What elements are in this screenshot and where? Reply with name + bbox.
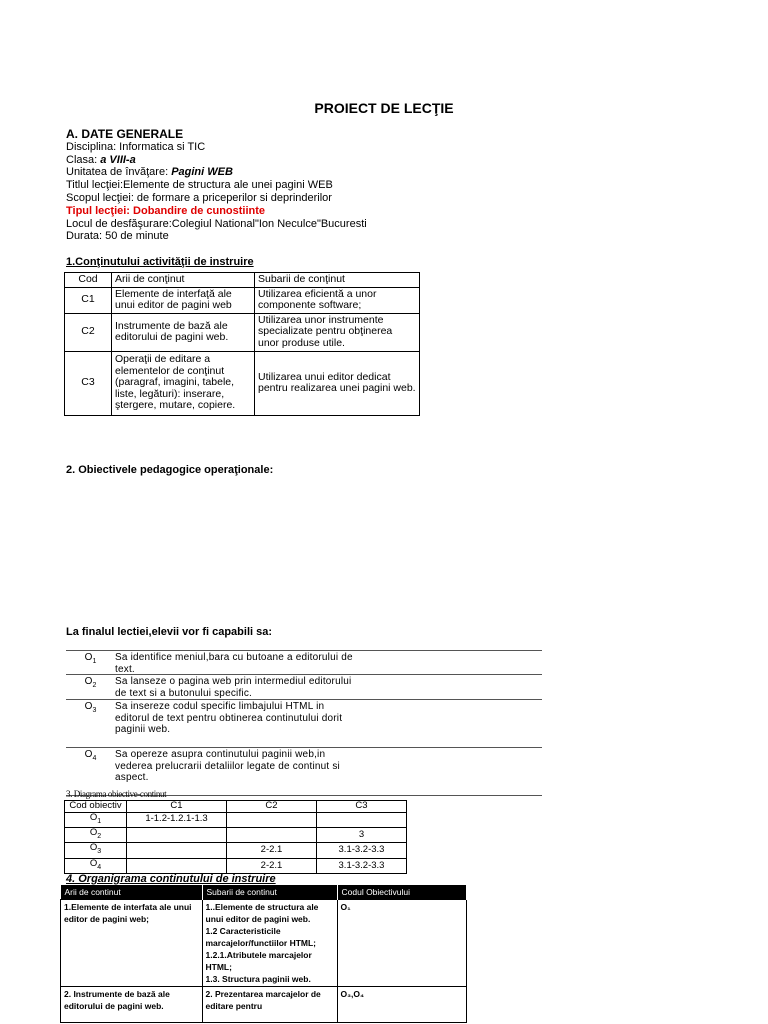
table-header: Cod [65, 273, 112, 288]
table-cell: Operaţii de editare a elementelor de conţinut (paragraf, imagini, tabele, liste, legături): inserare, ştergere, mutare, copiere. [112, 351, 255, 415]
table-header: Arii de conţinut [112, 273, 255, 288]
table-cell: 1..Elemente de structura ale unui editor de pagini web. 1.2 Caracteristicile marcajelor/functiilor HTML; 1.2.1.Atributele marcajelor HTML; 1.3. Structura paginii web. [202, 900, 337, 987]
section2-title: 2. Obiectivele pedagogice operaţionale: [66, 464, 274, 476]
table-cell: 2. Instrumente de bază ale editorului de pagini web. [61, 987, 203, 1023]
list-item [66, 699, 542, 747]
table-cell [127, 843, 227, 858]
table-cell: 2. Prezentarea marcajelor de editare pentru [202, 987, 337, 1023]
locul: Locul de desfăşurare:Colegiul National"Ion Neculce"Bucuresti [66, 217, 367, 230]
table-cell: 1.Elemente de interfata ale unui editor de pagini web; [61, 900, 203, 987]
table-cell: 2-2.1 [227, 843, 317, 858]
table-cell: Utilizarea unui editor dedicat pentru realizarea unei pagini web. [255, 351, 420, 415]
table-cell [127, 827, 227, 842]
table-cell: 1-1.2-1.2.1-1.3 [127, 812, 227, 827]
diagram-title: 3. Diagrama obiective-continut [66, 789, 167, 799]
table-header: Codul Obiectivului [337, 885, 467, 900]
objective-text: Sa identifice meniul,bara cu butoane a editorului de text. [115, 652, 353, 675]
table-cell [227, 827, 317, 842]
table-header-row [65, 801, 407, 813]
table-header: Subarii de continut [202, 885, 337, 900]
table-header: Subarii de conţinut [255, 273, 420, 288]
table-cell: Utilizarea unor instrumente specializate pentru obţinerea unor produse utile. [255, 313, 420, 351]
objective-code: $O_1$ [84, 652, 97, 665]
table-cell: Instrumente de bază ale editorului de pagini web. [112, 313, 255, 351]
table-cell: 3 [317, 827, 407, 842]
page-title: PROIECT DE LECŢIE [314, 100, 454, 116]
table-row [65, 287, 420, 313]
objective-text: Sa opereze asupra continutului paginii web,in vederea prelucrarii detaliilor legate de continut si aspect. [115, 749, 340, 783]
objective-code: $O_2$ [84, 676, 97, 689]
table-header-row [65, 273, 420, 288]
objective-code: $O_1$ [65, 812, 127, 827]
finalul-title: La finalul lectiei,elevii vor fi capabili sa: [66, 626, 273, 638]
table-cell: C2 [65, 313, 112, 351]
durata: Durata: 50 de minute [66, 230, 169, 243]
section1-title: 1.Conţinutului activităţii de instruire [66, 256, 254, 268]
table-header: Arii de continut [61, 885, 203, 900]
table-row [65, 313, 420, 351]
objective-code: $O_4$ [65, 858, 127, 873]
table-cell: O₃,O₄ [337, 987, 467, 1023]
organigrama-title: 4. Organigrama continutului de instruire [66, 873, 276, 885]
table-cell [127, 858, 227, 873]
objectives-list [66, 650, 542, 796]
clasa-value: a VIII-a [100, 153, 136, 166]
table-row [61, 900, 467, 987]
objective-code: $O_3$ [84, 701, 97, 714]
objective-code: $O_4$ [84, 749, 97, 762]
table-cell: 3.1-3.2-3.3 [317, 843, 407, 858]
unitatea-value: Pagini WEB [171, 166, 233, 179]
general-heading: A. DATE GENERALE [66, 127, 184, 141]
table-header: C1 [127, 801, 227, 813]
objective-text: Sa lanseze o pagina web prin intermediul editorului de text si a butonului specific. [115, 676, 352, 699]
table-row [61, 987, 467, 1023]
table-row [65, 351, 420, 415]
table-row [65, 812, 407, 827]
table-header: C3 [317, 801, 407, 813]
clasa: Clasa: a VIII-a [66, 153, 136, 166]
table-cell: Utilizarea eficientă a unor componente software; [255, 287, 420, 313]
objective-code: $O_2$ [65, 827, 127, 842]
table-row [65, 858, 407, 873]
table-header: Cod obiectiv [65, 801, 127, 813]
table-cell: 2-2.1 [227, 858, 317, 873]
table-cell: 3.1-3.2-3.3 [317, 858, 407, 873]
table-header: C2 [227, 801, 317, 813]
table-row [65, 827, 407, 842]
unitatea: Unitatea de învăţare: Pagini WEB [66, 166, 233, 179]
table-cell: O₁ [337, 900, 467, 987]
table-cell: Elemente de interfaţă ale unui editor de pagini web [112, 287, 255, 313]
diagram-table [64, 800, 407, 874]
organigrama-table [60, 885, 467, 1023]
table-cell: C1 [65, 287, 112, 313]
objective-text: Sa insereze codul specific limbajului HTML in editorul de text pentru obtinerea continutului dorit paginii web. [115, 701, 343, 735]
table-row [65, 843, 407, 858]
table-cell [317, 812, 407, 827]
content-table [64, 272, 420, 416]
objective-code: $O_3$ [65, 843, 127, 858]
titlul: Titlul lecţiei:Elemente de structura ale unei pagini WEB [66, 179, 333, 192]
general-data [66, 128, 367, 243]
list-item [66, 650, 542, 674]
table-header-row [61, 885, 467, 900]
disciplina: Disciplina: Informatica si TIC [66, 140, 206, 153]
table-cell [227, 812, 317, 827]
scopul: Scopul lecţiei: de formare a priceperilor si deprinderilor [66, 191, 332, 204]
list-item [66, 674, 542, 699]
table-cell: C3 [65, 351, 112, 415]
tipul: Tipul lecţiei: Dobandire de cunostiinte [66, 204, 266, 217]
